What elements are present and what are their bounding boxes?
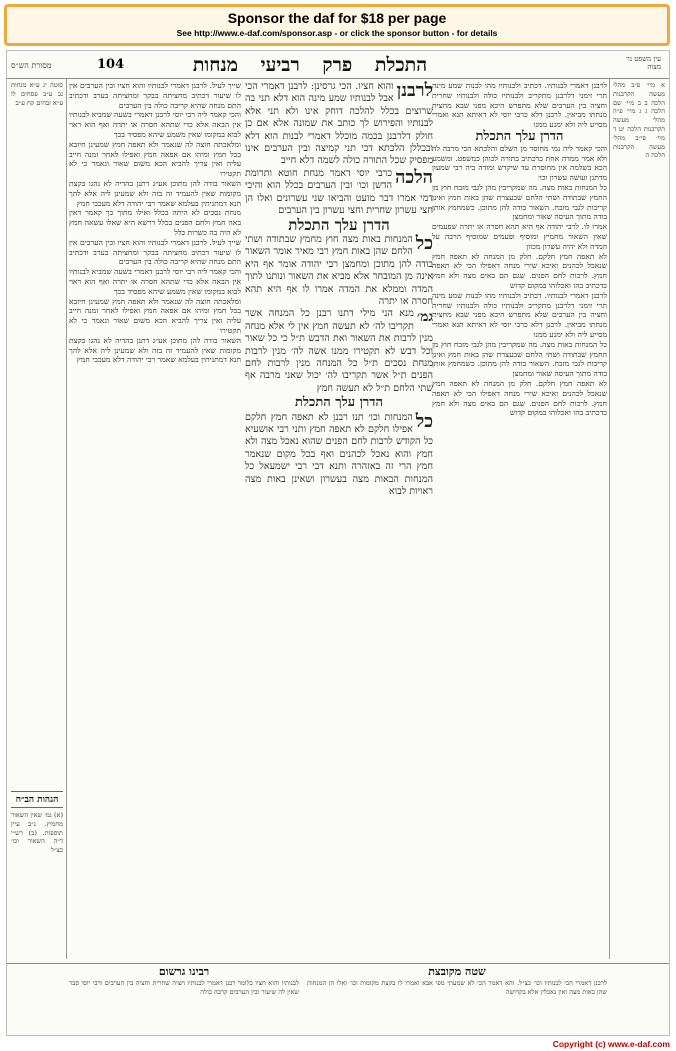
tosafot-para-4: השאור בודה להן מתוכן אע״ג דתנן בהדיה לא נהגו בקצת מקומות שאין להעמיד זה בזה ולא שמעינן ליה אלא להך תנא דמתניתין בעלמא שאמר רבי יהודה דלא מעכבי חמץ <box>69 178 241 208</box>
rashi-para-5b: לא תאפה חמץ חלקם. חלק מן המנחה לא תאפה חמץ שנאכל לכהנים ואיכא שירי מנחה דאפילו הכי לא תאפה חמץ. לרבות לחם הפנים. שגם הם באים מצה ולא חמץ כדכתיב בהו ואכלוהו במקום קדוש <box>432 378 607 418</box>
page-header <box>7 53 669 77</box>
left-margin-notes <box>11 81 63 501</box>
talmud-page <box>6 50 670 1036</box>
gemara-word: גמ׳ <box>416 309 433 326</box>
rashi-para-3: כל המנחות באות מצה. מה שמקריבין מהן לגבי מזבח חוץ מן החמץ שבתודה ושתי הלחם שבעצרת שהן באות חמץ ואינן קריבות לגבי מזבח. השאור בודה להן מתוכן. כשמחמץ אותן בודה מתוך העיסה שאור ומחמצן <box>432 182 607 222</box>
sponsor-title[interactable]: Sponsor the daf for $18 per page <box>227 10 447 26</box>
masoret-text: סוטה יג ע״א מנחות נב ע״ב פסחים לו ע״א זבחים קח ע״ב <box>11 81 63 107</box>
tosafot-para-5: מנחת נסכים לא היתה בכלל ואילו מתוך כך קאמר דאין באה חמץ ולחם הפנים בכלל דרשא היא שאלו עשאה חמץ לא היה בה כשרות כלל <box>69 208 241 237</box>
tosafot-para-3: ומלאכתה חוצה לה שנאמר ולא תאפה חמץ שמעינן חיובא בכל חמץ ומיהו אם אפאה חמץ ואפילו לאחר זמנה חייב עליה ואין צריך להביא הכא משום שאור ונאמר כי לא תקטירו <box>69 139 241 179</box>
rashi-para-4: אמרו לו. לרבי יהודה אף היא תהא חסרה או יתרה שפעמים שאין השאור מחמיץ ומוסיף ופעמים שמוסיף הרבה על המדה ולא יהיה עשרון מכוון <box>432 222 607 251</box>
hagahot-text: (א) גמ׳ שאין השאור מחמיץ. נ״ב עיין תוספות. (ב) רש״י ד״ה השאור וכו׳ כצ״ל <box>11 811 63 855</box>
header-rule <box>7 78 669 79</box>
tosafot-para-3b: ומלאכתה חוצה לה שנאמר ולא תאפה חמץ שמעינן חיובא בכל חמץ ומיהו אם אפאה חמץ ואפילו לאחר זמנה חייב עליה ואין צריך להביא הכא משום שאור ונאמר כי לא תקטירו <box>69 296 241 335</box>
rabbeinu-gershom-text <box>69 979 299 1033</box>
copyright-notice[interactable]: Copyright (c) www.e-daf.com <box>552 1039 670 1049</box>
gemara-para-2: כרבי יוסי דאמר מנחת חוטא ותרומת הדשן וכו׳ ובין הערבים בכלל הוא והיכי דמי אמרו דבר מועט והביאו שני עשרונים ואלו הן חצי עשרון שחרית וחצי עשרון בין הערבים <box>245 167 433 217</box>
shita-mekubetzet-title: שטה מקובצת <box>428 965 486 978</box>
ein-mishpat-text: א מיי׳ פ״ב מהל׳ מעשה הקרבנות הלכה ב ב מיי׳ שם הלכה ג ג מיי׳ פ״ה מהל׳ מעשה הקרבנות הלכה יט ד מיי׳ פי״ב מהל׳ מעשה הקרבנות הלכה ה <box>613 81 665 160</box>
kol-word-2: כל <box>415 410 433 432</box>
rashi-para-1: לרבנן דאמרי לבנותיו. דכתיב ולבנותיו מהו לבנות שמע מינה תרי זימני דלרבנן מתקריב ולבנותיו כולה ולבנותיו שחרית וחציה בין הערבים שלא מתפרש היכא מפני שבא מחצית מנחתו מביאין. לרבנן דלא כרבי יוסי לא דאיתא תנא ואמרי מסייע ליה ולא ימנע ממנו <box>432 81 607 130</box>
hadran-heading: הדרן עלך התכלת <box>288 216 390 235</box>
hagahot-title: הגהות הב״ח <box>11 791 63 808</box>
tosafot-para-2b: והכי קאמר ליה רבי יוסי לרבנן דאמרי בשעה שמביא לבנותיו אין הבאה אלא כדי שתהא חסרה או יתרה ואף הוא ראוי לבוא במקומו שאין משמע שיהא מפסיד בכך <box>69 267 241 296</box>
sponsor-banner[interactable] <box>4 4 670 46</box>
left-margin-divider <box>66 79 67 959</box>
halacha-word: הלכה <box>395 166 433 188</box>
shita-mekubetzet-text <box>307 979 607 1033</box>
gemara-para-4: מנא הני מילי דתנו רבנן כל המנחה אשר תקריבו לה׳ לא תעשה חמץ אין לי אלא מנחה מנין לרבות את השאור ואת הדבש ת״ל כי כל שאור וכל דבש לא תקטירו ממנו אשה לה׳ מנין לרבות מנחת נסכים ת״ל כל המנחה מנין לרבות לחם הפנים ת״ל אשר תקריבו לה׳ יכול שאני מרבה אף שתי הלחם ת״ל לא תעשה חמץ <box>245 308 433 394</box>
opening-word: לרבנן <box>396 81 433 101</box>
tosafot-para-1b: שייך לעיל. לרבנן דאמרי לבנותיו והוא חציו ובין הערבים אין לו שיעור דכתיב מחציתה בבקר ומחציתה בערב ודכתיב התם מנחה שהיא קריבה כולה בין הערבים <box>69 237 241 267</box>
tosafot-para-2: והכי קאמר ליה רבי יוסי לרבנן דאמרי בשעה שמביא לבנותיו אין הבאה אלא כדי שתהא חסרה או יתרה ואף הוא ראוי לבוא במקומו שאין משמע שיהא מפסיד בכך <box>69 110 241 139</box>
page-number: 104 <box>97 57 125 72</box>
rabbeinu-gershom-title: רבינו גרשום <box>158 965 210 978</box>
gemara-para-1: והוא חציו. הכי גרסינן: לרבנן דאמרי הכי אבל לבנותיו שמע מינה הוא דלא תני בה שרוצים בכלל להלכה דוחק אינו ולא תני אלא לבנותיו והפירוש לך כותב את שמונה אלא אם כן חולק דלרבנן בכמה מוכלל דאמרי לבנות הוא דלא ובכללן הלכתא דכי תני קמיצה ובין הערבים אינו מפסיק שכל התורה כולה לשמה דלא חייב <box>245 81 433 167</box>
shita-text: לרבנן דאמרי הכי לבנותיו וכו׳ כצ״ל. והא דאמר הכי לא שמעתי מפי אבא ואמרו לו בקצת מקומות וכו׳ ואלו הן המנחות שהן באות מצה ואין נאכלין אלא בקדושה <box>307 979 607 996</box>
sponsor-subtitle[interactable]: See http://www.e-daf.com/sponsor.asp - or click the sponsor button - for details <box>176 28 498 38</box>
gemara-para-5: המנחות וכו׳ תנו רבנן לא תאפה חמץ חלקם אפילו חלקם לא תאפה חמץ ותני רבי אושעיא כל הקודש לרבות לחם הפנים שהוא נאכל מצה ולא חמץ והוא נאכל לכהנים ואף בכל מקום שנאמר חמץ הרי זה באזהרה ותנא דבי רבי ישמעאל כל המנחות הבאות מצה בעשרון ושאינן באות מצה ראויות לבוא <box>245 411 433 497</box>
hadran-heading-2: הדרן עלך התכלת <box>294 395 384 411</box>
rashi-para-5: לא תאפה חמץ חלקם. חלק מן המנחה לא תאפה חמץ שנאכל לכהנים ואיכא שירי מנחה דאפילו הכי לא תאפה חמץ. לרבות לחם הפנים. שגם הם באים מצה ולא חמץ כדכתיב בהו ואכלוהו במקום קדוש <box>432 251 607 290</box>
masoret-hashas-label: מסורת הש״ס <box>11 61 52 70</box>
ein-mishpat-label: עין משפט נר מצוה <box>626 55 661 71</box>
tosafot-para-4b: השאור בודה להן מתוכן אע״ג דתנן בהדיה לא נהגו בקצת מקומות שאין להעמיד זה בזה ולא שמעינן ליה אלא להך תנא דמתניתין בעלמא שאמר רבי יהודה דלא מעכבי חמץ <box>69 335 241 365</box>
right-margin-divider <box>609 79 610 959</box>
page-title: התכלת פרק רביעי מנחות <box>192 54 428 76</box>
rashi-para-1b: לרבנן דאמרי לבנותיו. דכתיב ולבנותיו מהו לבנות שמע מינה תרי זימני דלרבנן מתקריב ולבנותיו כולה ולבנותיו שחרית וחציה בין הערבים שלא מתפרש היכא מפני שבא מחצית מנחתו מביאין. לרבנן דלא כרבי יוסי לא דאיתא תנא ואמרי מסייע ליה ולא ימנע ממנו <box>432 290 607 339</box>
bottom-rule <box>7 963 669 964</box>
rashi-column <box>432 81 607 961</box>
kol-word: כל <box>415 232 433 254</box>
tosafot-para-1: שייך לעיל. לרבנן דאמרי לבנותיו והוא חציו ובין הערבים אין לו שיעור דכתיב מחציתה בבקר ומחציתה בערב ודכתיב התם מנחה שהיא קריבה כולה בין הערבים <box>69 81 241 110</box>
gershom-text: לבנותיו והוא חציו כלומר רבנן דאמרי לבנותיו חציה שחרית וחציה בין הערבים ורבי יוסי סבר שאין לה שיעור ובין הערבים קרבה כולה <box>69 979 299 996</box>
tosafot-column <box>69 81 241 961</box>
rashi-para-3b: כל המנחות באות מצה. מה שמקריבין מהן לגבי מזבח חוץ מן החמץ שבתודה ושתי הלחם שבעצרת שהן באות חמץ ואינן קריבות לגבי מזבח. השאור בודה להן מתוכן. כשמחמץ אותן בודה מתוך העיסה שאור ומחמצן <box>432 339 607 379</box>
right-margin-notes <box>613 81 665 641</box>
rashi-para-2: והכי קאמר ליה נמי מחוסר מן השלם והלכתא הכי מרבה לה ולא אמר ממדה אחת כדכתיב בתורה לכוהן כמשפט. ומשמע הכא בשלמה אין מחוסרת עד שיקדש ומודה ביה רבי שמעון מדתנן ועושה עשרון וכו׳ <box>432 143 607 183</box>
rashi-hadran: הדרן עלך התכלת <box>475 128 564 144</box>
mishna-text: המנחות באות מצה חוץ מחמץ שבתודה ושתי הלחם שהן באות חמץ רבי מאיר אומר השאור בודה להן מתוכן ומחמצן רבי יהודה אומר אף היא אינה מן המובחר אלא מביא את השאור ונותנו לתוך המדה וממלא את המדה אמרו לו אף היא תהא חסרה או יתרה <box>245 233 433 307</box>
gemara-column <box>245 81 433 801</box>
hagahot-notes <box>11 811 63 951</box>
